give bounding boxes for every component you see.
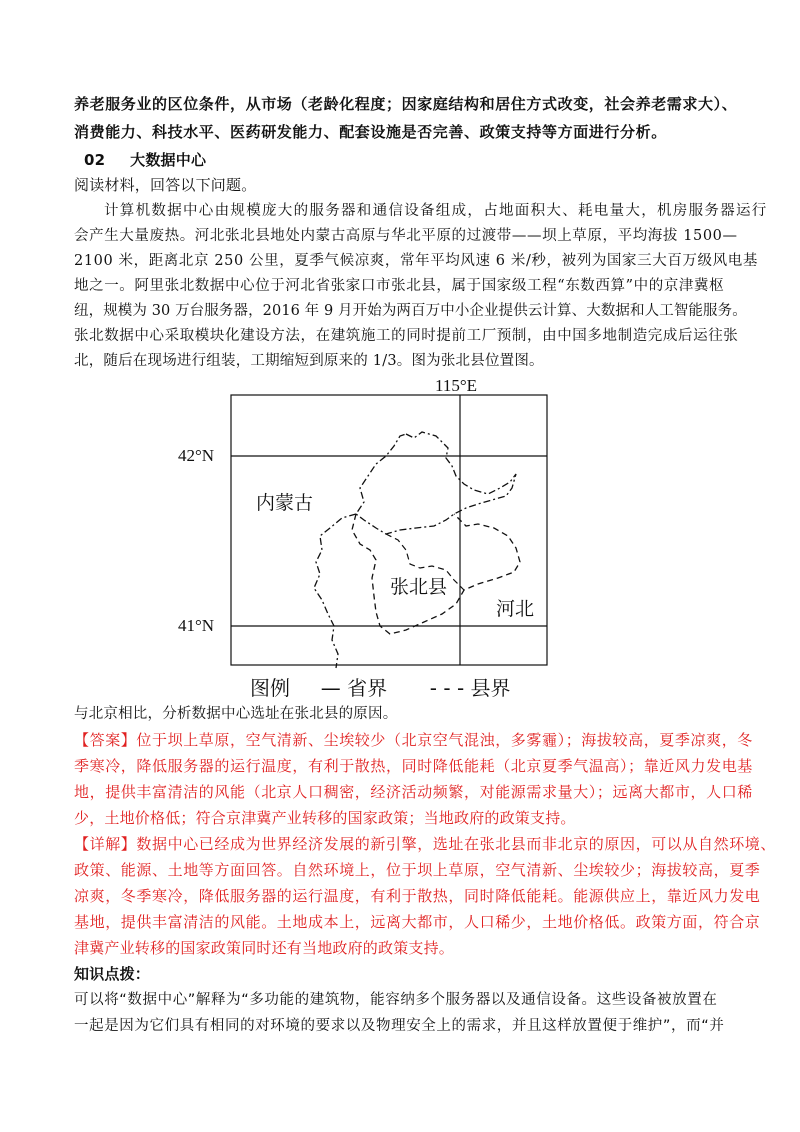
paragraph-line: 消费能力、科技水平、医药研发能力、配套设施是否完善、政策支持等方面进行分析。 [74,123,667,141]
material-line: 地之一。阿里张北数据中心位于河北省张家口市张北县，属于国家级工程“东数西算”中的京津冀枢 [74,278,725,294]
latitude-label-bottom: 41°N [178,616,215,635]
answer-tag: 【答案】 [74,731,137,749]
detail-tag: 【详解】 [74,835,137,853]
detail-line [74,832,777,856]
answer-line: 少，土地价格低；符合京津冀产业转移的国家政策；当地政府的政策支持。 [74,809,576,827]
answer-text: 位于坝上草原，空气清新、尘埃较少（北京空气混浊，多雾霾）；海拔较高，夏季凉爽，冬 [136,731,753,749]
legend-county-label: 县界 [470,676,511,700]
material-line: 张北数据中心采取模块化建设方法，在建筑施工的同时提前工厂预制，由中国多地制造完成后运往张 [74,328,739,344]
answer-line: 季寒冷，降低服务器的运行温度，有利于散热，同时降低能耗（北京夏季气温高）；靠近风力发电基 [74,757,753,775]
province-border-upper [356,432,516,534]
map-drawing [210,378,570,696]
map-frame [231,395,547,665]
province-border-lower [314,514,356,668]
longitude-label: 115°E [435,376,478,395]
region-label-zhangbei: 张北县 [390,576,448,598]
section-number: 02 [84,151,106,169]
material-line: 会产生大量废热。河北张北县地处内蒙古高原与华北平原的过渡带——坝上草原，平均海拔 1500— [74,228,738,244]
detail-text: 数据中心已经成为世界经济发展的新引擎，选址在张北县而非北京的原因，可以从自然环境、 [136,835,777,853]
answer-line [74,728,753,752]
region-label-inner-mongolia: 内蒙古 [256,492,314,514]
region-label-hebei: 河北 [496,598,535,620]
material-line: 计算机数据中心由规模庞大的服务器和通信设备组成，占地面积大、耗电量大，机房服务器运行 [104,203,768,219]
legend-county-symbol: - - - [429,676,465,700]
legend-province-symbol: — [320,676,341,700]
knowledge-title: 知识点拨： [74,965,151,983]
legend-title: 图例 [250,676,290,700]
material-line: 北，随后在现场进行组装，工期缩短到原来的 1/3。图为张北县位置图。 [74,353,544,369]
latitude-label-top: 42°N [178,446,215,465]
instruction-text: 阅读材料，回答以下问题。 [74,176,257,194]
paragraph-line: 养老服务业的区位条件，从市场（老龄化程度；因家庭结构和居住方式改变，社会养老需求大）、 [74,95,738,113]
detail-line: 基地，提供丰富清洁的风能。土地成本上，远离大都市，人口稀少，土地价格低。政策方面，符合京 [74,913,761,931]
section-title: 大数据中心 [130,151,207,169]
detail-line: 政策、能源、土地等方面回答。自然环境上，位于坝上草原，空气清新、尘埃较少；海拔较高，夏季 [74,861,761,879]
material-line: 2100 米，距离北京 250 公里，夏季气候凉爽，常年平均风速 6 米/秒，被列为国家三大百万级风电基 [74,253,758,269]
detail-line: 津冀产业转移的国家政策同时还有当地政府的政策支持。 [74,939,455,957]
detail-line: 凉爽，冬季寒冷，降低服务器的运行温度，有利于散热，同时降低能耗。能源供应上，靠近风力发电 [74,887,761,905]
answer-line: 地，提供丰富清洁的风能（北京人口稠密，经济活动频繁，对能源需求量大）；远离大都市，人口稀 [74,783,753,801]
material-line: 纽，规模为 30 万台服务器，2016 年 9 月开始为两百万中小企业提供云计算、大数据和人工智能服务。 [74,303,747,319]
knowledge-line: 一起是因为它们具有相同的对环境的要求以及物理安全上的需求，并且这样放置便于维护”，而“并 [74,1018,725,1034]
zhangbei-location-map [178,376,570,700]
knowledge-line: 可以将“数据中心”解释为“多功能的建筑物，能容纳多个服务器以及通信设备。这些设备被放置在 [74,992,718,1008]
section-heading [84,148,744,172]
map-legend [250,672,511,701]
question-text: 与北京相比，分析数据中心选址在张北县的原因。 [74,706,398,722]
legend-province-label: 省界 [347,676,388,700]
